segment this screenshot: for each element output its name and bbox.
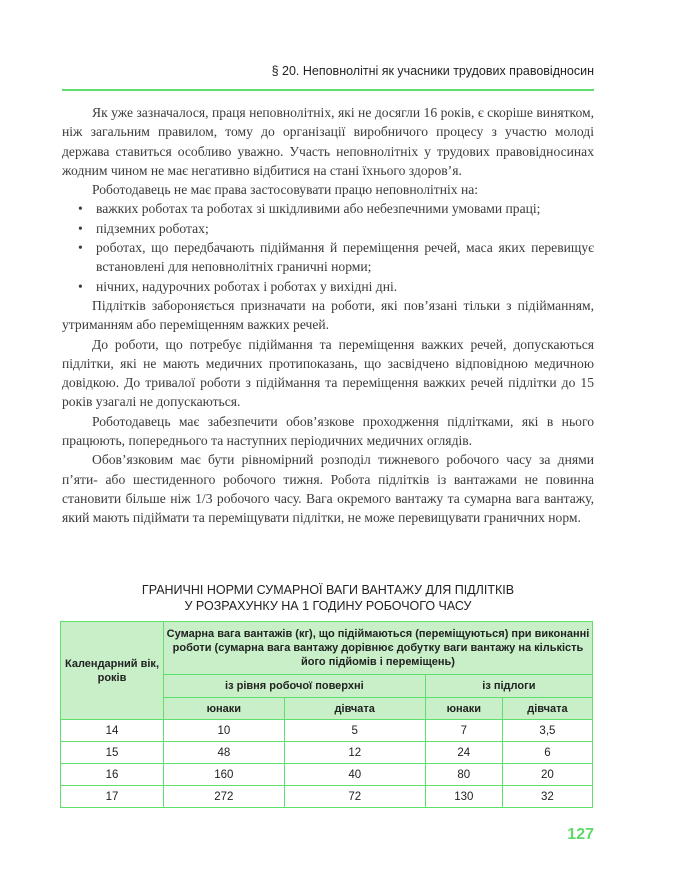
cell-value: 5 <box>284 720 425 742</box>
cell-value: 3,5 <box>502 720 592 742</box>
header-rule <box>62 89 594 91</box>
cell-value: 12 <box>284 742 425 764</box>
page-number: 127 <box>567 826 594 843</box>
col-age-header: Календарний вік, років <box>61 622 164 720</box>
cell-value: 130 <box>425 786 502 808</box>
prohibited-work-list <box>62 199 594 295</box>
list-item: • нічних, надурочних роботах і роботах у вихідні дні. <box>62 277 594 296</box>
cell-value: 160 <box>164 764 285 786</box>
running-header: § 20. Неповнолітні як учасники трудових правовідносин <box>271 64 594 78</box>
table-row <box>61 720 593 742</box>
table-title-line: У РОЗРАХУНКУ НА 1 ГОДИНУ РОБОЧОГО ЧАСУ <box>184 599 472 613</box>
boys-header: юнаки <box>164 698 285 720</box>
cell-value: 20 <box>502 764 592 786</box>
table-row <box>61 786 593 808</box>
col-weight-header: Сумарна вага вантажів (кг), що підіймаються (переміщуються) при виконанні роботи (сумарна вага вантажу дорівнює добутку ваги вантажу на кількість його підйомів і переміщень) <box>164 622 593 675</box>
cell-age: 17 <box>61 786 164 808</box>
cell-value: 272 <box>164 786 285 808</box>
girls-header: дівчата <box>502 698 592 720</box>
list-item: • підземних роботах; <box>62 219 594 238</box>
cell-value: 6 <box>502 742 592 764</box>
table-title <box>62 582 594 614</box>
girls-header: дівчата <box>284 698 425 720</box>
paragraph: До роботи, що потребує підіймання та переміщення важких речей, допускаються підлітки, які не мають медичних протипоказань, що засвідчено відповідною медичною довідкою. До тривалої роботи з підіймання та переміщення важких речей підлітки до 15 років узагалі не допускаються. <box>62 336 594 410</box>
body-text <box>62 103 594 528</box>
list-item: • важких роботах та роботах зі шкідливими або небезпечними умовами праці; <box>62 199 594 218</box>
table-row <box>61 764 593 786</box>
cell-age: 14 <box>61 720 164 742</box>
weight-norms-table <box>60 621 593 808</box>
cell-value: 7 <box>425 720 502 742</box>
cell-value: 24 <box>425 742 502 764</box>
cell-value: 72 <box>284 786 425 808</box>
cell-value: 32 <box>502 786 592 808</box>
group-floor-header: із підлоги <box>425 675 592 698</box>
table-row <box>61 742 593 764</box>
group-surface-header: із рівня робочої поверхні <box>164 675 426 698</box>
cell-value: 48 <box>164 742 285 764</box>
paragraph: Обов’язковим має бути рівномірний розподіл тижневого робочого часу за днями п’яти- або шестиденного робочого тижня. Робота підлітків із вантажами не повинна становити більше ніж 1/3 робочого часу. Вага окремого вантажу та сумарна вага вантажу, який мають підіймати та переміщувати підлітки, не може перевищувати граничних норм. <box>62 452 594 526</box>
list-item: • роботах, що передбачають підіймання й переміщення речей, маса яких перевищує встановлені для неповнолітніх граничні норми; <box>62 238 594 277</box>
paragraph: Роботодавець має забезпечити обов’язкове проходження підлітками, які в нього працюють, попереднього та наступних періодичних медичних оглядів. <box>62 413 594 449</box>
cell-value: 80 <box>425 764 502 786</box>
cell-value: 10 <box>164 720 285 742</box>
cell-value: 40 <box>284 764 425 786</box>
paragraph: Як уже зазначалося, праця неповнолітніх, які не досягли 16 років, є скоріше винятком, ніж загальним правилом, тому до організації виробничого процесу з участю молоді держава ставиться особливо уважно. Участь неповнолітніх у трудових правовідносинах жодним чином не має негативно відбитися на стані їхнього здоров’я. <box>62 105 594 178</box>
paragraph: Підлітків забороняється призначати на роботи, які пов’язані тільки з підійманням, утриманням або переміщенням важких речей. <box>62 297 594 333</box>
cell-age: 16 <box>61 764 164 786</box>
cell-age: 15 <box>61 742 164 764</box>
boys-header: юнаки <box>425 698 502 720</box>
paragraph: Роботодавець не має права застосовувати працю неповнолітніх на: <box>92 182 479 198</box>
table-title-line: ГРАНИЧНІ НОРМИ СУМАРНОЇ ВАГИ ВАНТАЖУ ДЛЯ ПІДЛІТКІВ <box>141 583 515 597</box>
